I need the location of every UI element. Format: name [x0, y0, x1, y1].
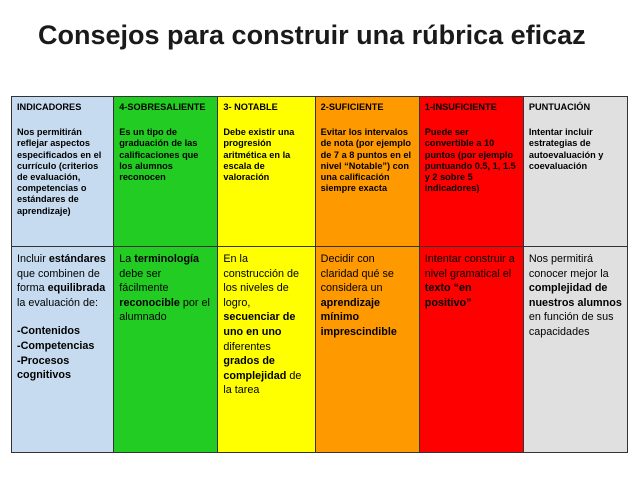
header-cell-indicadores [12, 97, 114, 247]
header-title: PUNTUACIÓN [528, 102, 591, 112]
slide-title: Consejos para construir una rúbrica eficaz [38, 20, 586, 50]
cell-text: por el alumnado [119, 296, 210, 324]
cell-bold-text: reconocible [119, 296, 180, 309]
list-item: -Contenidos [17, 325, 80, 338]
cell-text: diferentes [223, 340, 271, 353]
list-item: -Procesos cognitivos [17, 354, 71, 382]
cell-text: Incluir [17, 253, 49, 265]
cell-text: en función de sus capacidades [528, 311, 614, 338]
header-description: Debe existir una progresión aritmética en la escala de valoración [223, 127, 295, 183]
cell-bold-text: estándares [48, 253, 106, 265]
cell-text: debe ser fácilmente [119, 267, 169, 295]
header-title: 1-INSUFICIENTE [424, 102, 497, 112]
cell-text: que combinen de forma [17, 267, 100, 295]
body-row [12, 247, 628, 453]
cell-text: Nos permitirá conocer mejor la [528, 253, 609, 280]
cell-text: Decidir con claridad qué se considera un [320, 253, 394, 295]
header-cell-puntuacion [523, 97, 627, 247]
cell-text: La [119, 253, 135, 265]
cell-text: Intentar construir a nivel gramatical el [424, 253, 515, 280]
header-title: INDICADORES [17, 102, 82, 112]
header-cell-insuficiente [419, 97, 523, 247]
header-description: Puede ser convertible a 10 puntos (por ejemplo puntuando 0.5, 1, 1.5 y 2 sobre 5 indicadores) [424, 127, 516, 194]
header-description: Nos permitirán reflejar aspectos especificados en el currículo (criterios de evaluación, competencias o estándares de aprendizaje) [17, 127, 102, 216]
cell-bold-text: complejidad de nuestros alumnos [528, 282, 622, 309]
header-title: 3- NOTABLE [223, 102, 278, 112]
body-cell-puntuacion [523, 247, 627, 453]
header-title: 4-SOBRESALIENTE [119, 102, 206, 112]
header-description: Intentar incluir estrategias de autoevaluación y coevaluación [528, 127, 604, 171]
header-cell-sobresaliente [114, 97, 218, 247]
header-title: 2-SUFICIENTE [320, 102, 384, 112]
rubric-table [11, 96, 628, 453]
cell-text: la evaluación de: [17, 296, 99, 309]
cell-bold-text: grados de complejidad [223, 355, 287, 382]
body-cell-notable [218, 247, 315, 453]
header-cell-notable [218, 97, 315, 247]
header-description: Evitar los intervalos de nota (por ejemplo de 7 a 8 puntos en el nivel “Notable”) con una calificación siempre exacta [320, 127, 412, 194]
spacer [17, 310, 108, 324]
header-cell-suficiente [315, 97, 419, 247]
cell-text: En la construcción de los niveles de logro, [223, 253, 299, 309]
body-cell-suficiente [315, 247, 419, 453]
cell-bold-text: equilibrada [47, 282, 106, 295]
body-cell-indicadores [12, 247, 114, 453]
cell-text: de la tarea [223, 369, 302, 397]
body-cell-sobresaliente [114, 247, 218, 453]
body-cell-insuficiente [419, 247, 523, 453]
cell-bold-text: terminología [134, 253, 200, 265]
list-item: -Competencias [17, 339, 95, 352]
header-row [12, 97, 628, 247]
cell-bold-text: aprendizaje mínimo imprescindible [320, 296, 397, 338]
cell-bold-text: secuenciar de uno en uno [223, 311, 296, 338]
cell-bold-text: texto “en positivo” [424, 282, 472, 309]
header-description: Es un tipo de graduación de las calificaciones que los alumnos reconocen [119, 127, 199, 183]
